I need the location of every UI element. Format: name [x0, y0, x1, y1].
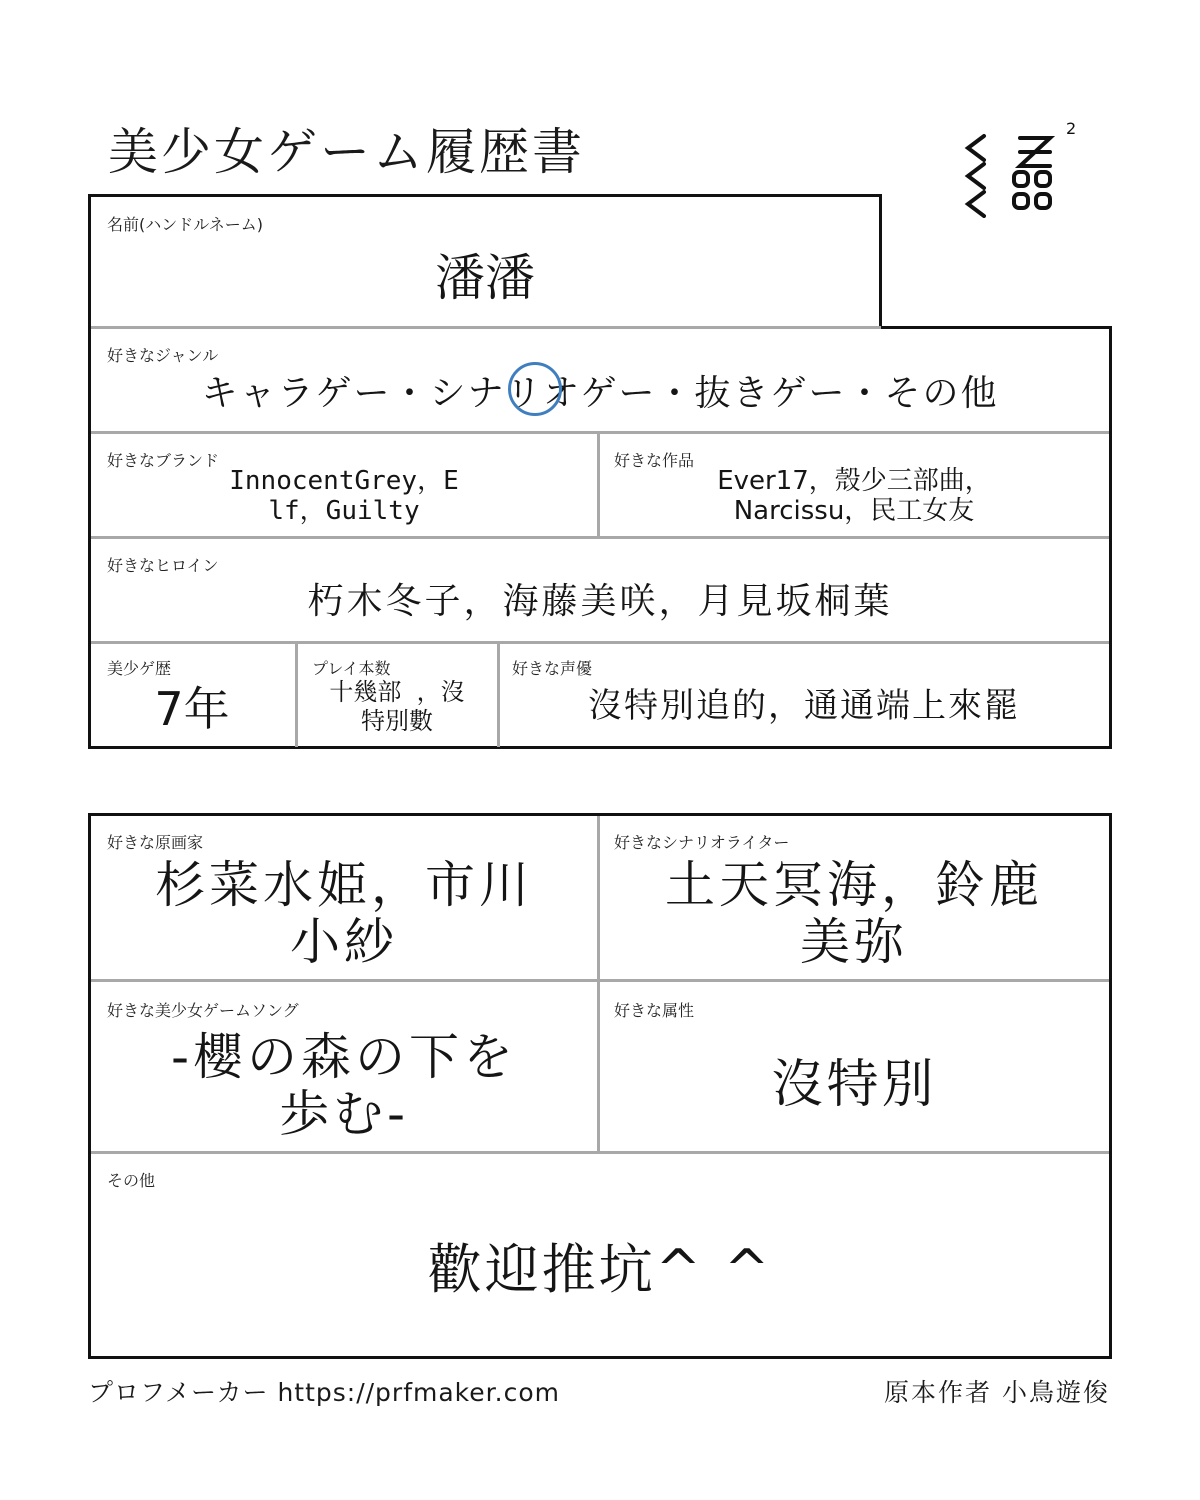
divider [91, 1151, 1109, 1154]
logo-superscript: 2 [1066, 119, 1077, 138]
writer-label: 好きなシナリオライター [614, 833, 790, 852]
brand-line: lf，Guilty [268, 496, 420, 526]
other-label: その他 [107, 1171, 156, 1190]
divider [91, 536, 1109, 539]
writer-value [600, 852, 1108, 976]
song-label: 好きな美少女ゲームソング [107, 1001, 299, 1020]
divider [91, 641, 1109, 644]
genre-label: 好きなジャンル [107, 346, 219, 365]
artist-label: 好きな原画家 [107, 833, 204, 852]
divider [91, 979, 1109, 982]
brand-line: InnocentGrey，E [229, 466, 459, 497]
divider [91, 326, 881, 329]
voice-label: 好きな声優 [512, 659, 593, 678]
writer-line: 美弥 [800, 913, 908, 971]
other-value: 歡迎推坑^ ^ [427, 1237, 773, 1301]
artist-value [92, 852, 596, 976]
work-value [600, 462, 1108, 532]
heroine-label: 好きなヒロイン [107, 556, 219, 575]
selection-circle [508, 362, 562, 416]
divider [91, 431, 1109, 434]
brand-label: 好きなブランド [107, 451, 220, 470]
writer-line: 土天冥海，鈴鹿 [665, 855, 1043, 914]
count-line: 十幾部 ，沒 [329, 678, 465, 707]
footer-author-credit: 原本作者 小鳥遊俊 [884, 1378, 1110, 1407]
heroine-value: 朽木冬子，海藤美咲，月見坂桐葉 [307, 581, 893, 623]
count-label: プレイ本数 [312, 659, 391, 678]
name-value: 潘潘 [435, 249, 535, 308]
artist-line: 杉菜水姫，市川 [155, 855, 533, 914]
count-line: 特別數 [361, 707, 433, 735]
work-line: Ever17，殼少三部曲， [717, 466, 991, 497]
work-line: Narcissu，民工女友 [733, 496, 975, 526]
song-value [92, 1024, 596, 1148]
artist-line: 小紗 [290, 913, 398, 971]
history-label: 美少ゲ歴 [107, 659, 172, 678]
work-label: 好きな作品 [614, 451, 695, 470]
voice-value: 沒特別追的，通通端上來罷 [588, 686, 1020, 727]
name-label: 名前(ハンドルネーム) [107, 215, 264, 234]
brand-value [92, 462, 596, 532]
attribute-label: 好きな属性 [614, 1001, 695, 1020]
attribute-value: 沒特別 [771, 1055, 937, 1116]
history-value: 7年 [154, 681, 230, 736]
song-line: 歩む- [278, 1085, 410, 1143]
page-title: 美少女ゲーム履歴書 [108, 123, 585, 181]
count-value [298, 672, 496, 742]
footer-maker-credit: プロフメーカー https://prfmaker.com [88, 1378, 560, 1407]
song-line: -櫻の森の下を [170, 1027, 518, 1086]
genre-value: キャラゲー・シナリオゲー・抜きゲー・その他 [201, 373, 999, 415]
